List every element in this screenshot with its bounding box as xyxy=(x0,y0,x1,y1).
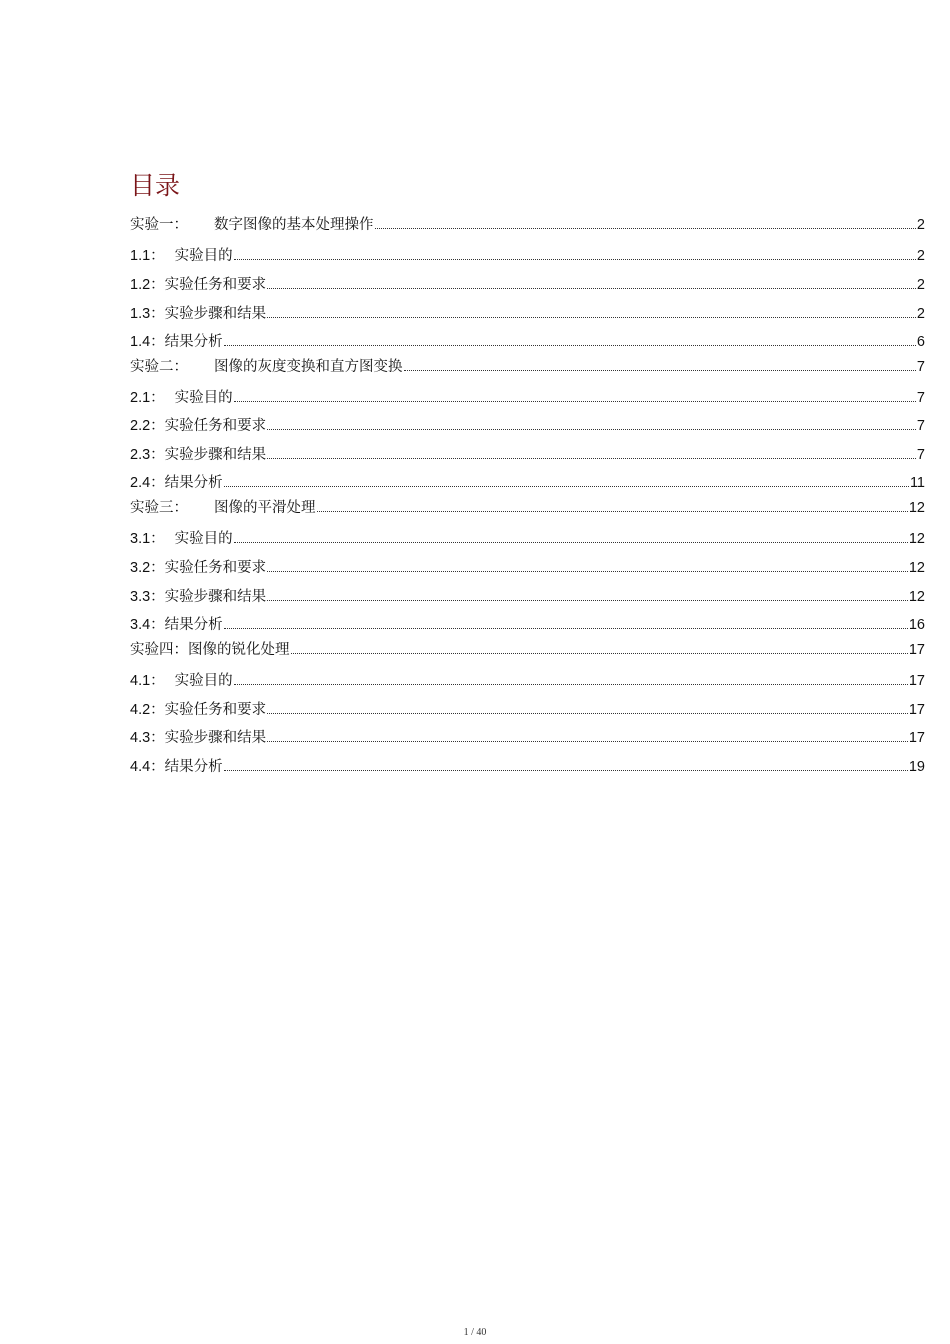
table-of-contents xyxy=(130,0,925,800)
toc-entry-text: 实验任务和要求 xyxy=(164,277,267,293)
toc-entry-page: 7 xyxy=(916,447,925,463)
toc-entry-page: 16 xyxy=(908,617,925,633)
toc-entry-text: 图像的灰度变换和直方图变换 xyxy=(214,359,403,375)
dot-leader xyxy=(267,712,908,714)
toc-entry-text: 图像的锐化处理 xyxy=(188,642,290,658)
toc-entry-text: 实验步骤和结果 xyxy=(164,589,267,605)
toc-entry-prefix: 实验二： xyxy=(130,359,188,375)
toc-entry-page: 2 xyxy=(916,248,925,264)
page-number-footer: 1 / 40 xyxy=(463,1327,487,1338)
toc-entry-prefix: 1.2： xyxy=(130,277,165,293)
toc-entry-4-3[interactable] xyxy=(130,727,925,747)
toc-entry-exp1[interactable] xyxy=(130,214,925,234)
toc-entry-text: 实验任务和要求 xyxy=(164,560,267,576)
toc-entry-text: 结果分析 xyxy=(164,617,223,633)
toc-entry-page: 6 xyxy=(916,334,925,350)
toc-entry-prefix: 1.4： xyxy=(130,334,165,350)
toc-entry-page: 17 xyxy=(908,702,925,718)
toc-entry-prefix: 2.2： xyxy=(130,418,165,434)
toc-entry-2-1[interactable] xyxy=(130,387,925,407)
toc-entry-prefix: 3.2： xyxy=(130,560,165,576)
toc-entry-1-4[interactable] xyxy=(130,331,925,351)
toc-entry-1-3[interactable] xyxy=(130,303,925,323)
dot-leader xyxy=(267,457,916,459)
dot-leader xyxy=(267,570,908,572)
toc-entry-4-1[interactable] xyxy=(130,670,925,690)
dot-leader xyxy=(317,510,908,512)
dot-leader xyxy=(234,683,908,685)
toc-entry-prefix: 3.4： xyxy=(130,617,165,633)
toc-entry-page: 7 xyxy=(916,390,925,406)
toc-entry-page: 7 xyxy=(916,418,925,434)
toc-entry-prefix: 实验一： xyxy=(130,217,188,233)
dot-leader xyxy=(291,652,908,654)
dot-leader xyxy=(224,344,916,346)
dot-leader xyxy=(224,485,909,487)
toc-entry-exp2[interactable] xyxy=(130,356,925,376)
toc-entry-prefix: 4.1： xyxy=(130,673,165,689)
toc-entry-prefix: 2.1： xyxy=(130,390,165,406)
toc-entry-prefix: 2.3： xyxy=(130,447,165,463)
toc-entry-4-2[interactable] xyxy=(130,699,925,719)
toc-entry-2-2[interactable] xyxy=(130,415,925,435)
dot-leader xyxy=(267,599,908,601)
toc-entry-prefix: 4.3： xyxy=(130,730,165,746)
toc-entry-2-3[interactable] xyxy=(130,444,925,464)
toc-entry-page: 12 xyxy=(908,560,925,576)
toc-entry-prefix: 实验四： xyxy=(130,642,188,658)
toc-entry-prefix: 实验三： xyxy=(130,500,188,516)
toc-entry-3-1[interactable] xyxy=(130,528,925,548)
dot-leader xyxy=(267,740,908,742)
dot-leader xyxy=(234,258,916,260)
toc-entry-prefix: 1.1： xyxy=(130,248,165,264)
toc-entry-text: 实验目的 xyxy=(174,531,233,547)
toc-entry-text: 结果分析 xyxy=(164,759,223,775)
dot-leader xyxy=(234,400,916,402)
dot-leader xyxy=(234,541,908,543)
toc-entry-page: 17 xyxy=(908,730,925,746)
toc-entry-prefix: 1.3： xyxy=(130,306,165,322)
toc-entry-3-3[interactable] xyxy=(130,586,925,606)
toc-entry-text: 数字图像的基本处理操作 xyxy=(214,217,374,233)
dot-leader xyxy=(404,369,916,371)
toc-entry-text: 结果分析 xyxy=(164,475,223,491)
toc-entry-text: 结果分析 xyxy=(164,334,223,350)
toc-entry-1-1[interactable] xyxy=(130,245,925,265)
toc-entry-text: 实验步骤和结果 xyxy=(164,447,267,463)
toc-entry-page: 7 xyxy=(916,359,925,375)
toc-entry-page: 2 xyxy=(916,306,925,322)
toc-entry-page: 19 xyxy=(908,759,925,775)
toc-entry-page: 17 xyxy=(908,642,925,658)
dot-leader xyxy=(375,227,916,229)
toc-entry-text: 实验目的 xyxy=(174,390,233,406)
toc-entry-text: 实验步骤和结果 xyxy=(164,730,267,746)
toc-entry-1-2[interactable] xyxy=(130,274,925,294)
toc-entry-page: 12 xyxy=(908,531,925,547)
dot-leader xyxy=(267,316,916,318)
toc-entry-3-4[interactable] xyxy=(130,614,925,634)
toc-entry-3-2[interactable] xyxy=(130,557,925,577)
toc-entry-page: 17 xyxy=(908,673,925,689)
toc-entry-text: 图像的平滑处理 xyxy=(214,500,316,516)
toc-entry-prefix: 2.4： xyxy=(130,475,165,491)
toc-entry-prefix: 3.3： xyxy=(130,589,165,605)
toc-entry-page: 11 xyxy=(909,475,925,491)
toc-entry-page: 2 xyxy=(916,217,925,233)
dot-leader xyxy=(267,287,916,289)
toc-entry-text: 实验目的 xyxy=(174,248,233,264)
toc-entry-prefix: 4.2： xyxy=(130,702,165,718)
toc-entry-text: 实验步骤和结果 xyxy=(164,306,267,322)
toc-entry-prefix: 4.4： xyxy=(130,759,165,775)
toc-entry-page: 2 xyxy=(916,277,925,293)
toc-entry-page: 12 xyxy=(908,589,925,605)
toc-entry-text: 实验任务和要求 xyxy=(164,702,267,718)
toc-entry-page: 12 xyxy=(908,500,925,516)
dot-leader xyxy=(267,428,916,430)
toc-entry-exp3[interactable] xyxy=(130,497,925,517)
toc-entry-prefix: 3.1： xyxy=(130,531,165,547)
toc-title: 目录 xyxy=(130,171,181,200)
toc-entry-exp4[interactable] xyxy=(130,639,925,659)
dot-leader xyxy=(224,627,908,629)
dot-leader xyxy=(224,769,908,771)
toc-entry-text: 实验任务和要求 xyxy=(164,418,267,434)
toc-entry-2-4[interactable] xyxy=(130,472,925,492)
toc-entry-text: 实验目的 xyxy=(174,673,233,689)
toc-entry-4-4[interactable] xyxy=(130,756,925,776)
